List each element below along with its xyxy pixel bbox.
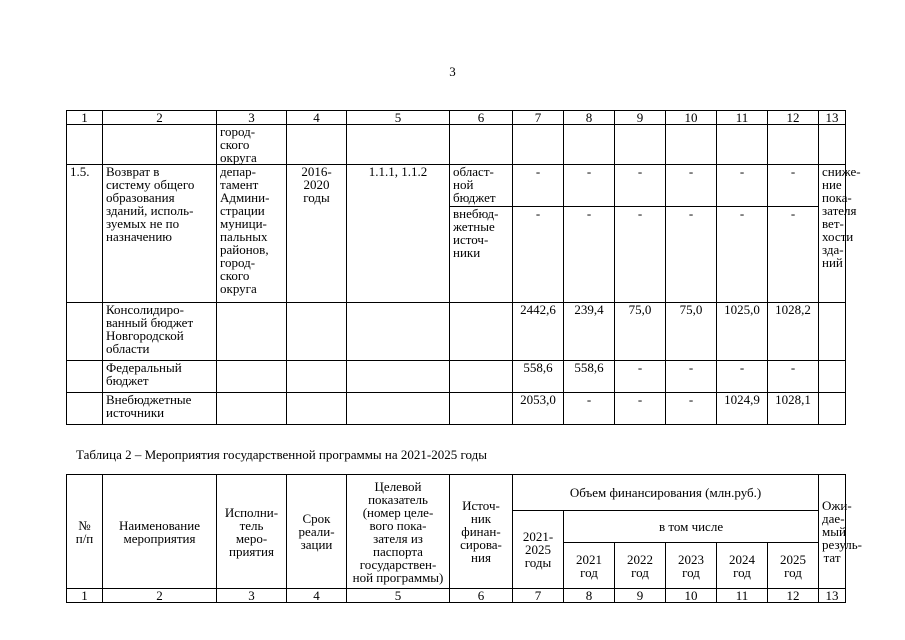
measure-name: Возврат в систему общего образования зданий, исполь- зуемых не по назначению — [103, 165, 217, 303]
executor-cell: город- ского округа — [217, 125, 287, 165]
total-label: Консолидиро- ванный бюджет Новгородской области — [103, 303, 217, 361]
year-header: 2021 год — [564, 543, 615, 589]
value-cell: 75,0 — [666, 303, 717, 361]
col-number: 13 — [819, 589, 846, 603]
value-cell: - — [513, 165, 564, 207]
value-cell: 1024,9 — [717, 393, 768, 425]
value-cell: - — [564, 393, 615, 425]
term-cell: 2016- 2020 годы — [287, 165, 347, 303]
value-cell: - — [615, 361, 666, 393]
column-number-row — [67, 589, 846, 603]
total-label: Внебюджетные источники — [103, 393, 217, 425]
col-number: 11 — [717, 589, 768, 603]
col-number: 6 — [450, 589, 513, 603]
value-cell: - — [717, 207, 768, 303]
col-number: 9 — [615, 589, 666, 603]
value-cell: - — [666, 165, 717, 207]
col-number: 3 — [217, 589, 287, 603]
value-cell: 1025,0 — [717, 303, 768, 361]
source-header: Источ- ник финан- сирова- ния — [450, 475, 513, 589]
total-label: Федеральный бюджет — [103, 361, 217, 393]
value-cell: - — [666, 393, 717, 425]
col-number: 3 — [217, 111, 287, 125]
page-number: 3 — [449, 64, 456, 79]
executor-cell: депар- тамент Админи- страции муници- пальных районов, город- ского округа — [217, 165, 287, 303]
including-header: в том числе — [564, 511, 819, 543]
col-number: 5 — [347, 111, 450, 125]
header-row — [67, 475, 846, 511]
row-number: 1.5. — [67, 165, 103, 303]
value-cell: - — [615, 207, 666, 303]
funding-header: Объем финансирования (млн.руб.) — [513, 475, 819, 511]
value-cell: - — [615, 165, 666, 207]
value-cell: - — [666, 207, 717, 303]
name-header: Наименование мероприятия — [103, 475, 217, 589]
value-cell: 2053,0 — [513, 393, 564, 425]
funding-source: област- ной бюджет — [450, 165, 513, 207]
col-number: 5 — [347, 589, 450, 603]
col-number: 1 — [67, 589, 103, 603]
col-number: 1 — [67, 111, 103, 125]
total-row — [67, 361, 846, 393]
term-header: Срок реали- зации — [287, 475, 347, 589]
value-cell: 75,0 — [615, 303, 666, 361]
col-number: 6 — [450, 111, 513, 125]
col-number: 7 — [513, 589, 564, 603]
col-number: 12 — [768, 589, 819, 603]
col-number: 2 — [103, 589, 217, 603]
column-number-row — [67, 111, 846, 125]
total-years-header: 2021- 2025 годы — [513, 511, 564, 589]
col-number: 2 — [103, 111, 217, 125]
target-indicator: 1.1.1, 1.1.2 — [347, 165, 450, 303]
value-cell: 239,4 — [564, 303, 615, 361]
col-number: 8 — [564, 111, 615, 125]
year-header: 2023 год — [666, 543, 717, 589]
value-cell: - — [666, 361, 717, 393]
value-cell: - — [513, 207, 564, 303]
value-cell: 1028,1 — [768, 393, 819, 425]
result-header: Ожи- дае- мый резуль- тат — [819, 475, 846, 589]
value-cell: 2442,6 — [513, 303, 564, 361]
value-cell: - — [717, 165, 768, 207]
col-number: 13 — [819, 111, 846, 125]
measures-table-continuation — [66, 110, 861, 425]
value-cell: - — [615, 393, 666, 425]
value-cell: - — [564, 165, 615, 207]
col-number: 4 — [287, 589, 347, 603]
value-cell: - — [768, 207, 819, 303]
value-cell: 1028,2 — [768, 303, 819, 361]
value-cell: 558,6 — [564, 361, 615, 393]
measures-table-2021-2025 — [66, 474, 863, 603]
value-cell: - — [768, 361, 819, 393]
col-number: 12 — [768, 111, 819, 125]
value-cell: 558,6 — [513, 361, 564, 393]
total-row — [67, 393, 846, 425]
year-header: 2025 год — [768, 543, 819, 589]
col-number: 11 — [717, 111, 768, 125]
total-row — [67, 303, 846, 361]
value-cell: - — [717, 361, 768, 393]
value-cell: - — [564, 207, 615, 303]
target-header: Целевой показатель (номер целе- вого пока- зателя из паспорта государствен- ной программы) — [347, 475, 450, 589]
col-number: 10 — [666, 589, 717, 603]
year-header: 2024 год — [717, 543, 768, 589]
col-number: 7 — [513, 111, 564, 125]
value-cell: - — [768, 165, 819, 207]
table-row — [67, 165, 846, 207]
table-row — [67, 125, 846, 165]
col-number: 10 — [666, 111, 717, 125]
table-caption: Таблица 2 – Мероприятия государственной программы на 2021-2025 годы — [76, 447, 487, 462]
year-header: 2022 год — [615, 543, 666, 589]
number-header: № п/п — [67, 475, 103, 589]
col-number: 9 — [615, 111, 666, 125]
executor-header: Исполни- тель меро- приятия — [217, 475, 287, 589]
col-number: 4 — [287, 111, 347, 125]
expected-result: сниже- ние пока- зателя вет- хости зда- ний — [819, 165, 846, 303]
funding-source: внебюд- жетные источ- ники — [450, 207, 513, 303]
col-number: 8 — [564, 589, 615, 603]
